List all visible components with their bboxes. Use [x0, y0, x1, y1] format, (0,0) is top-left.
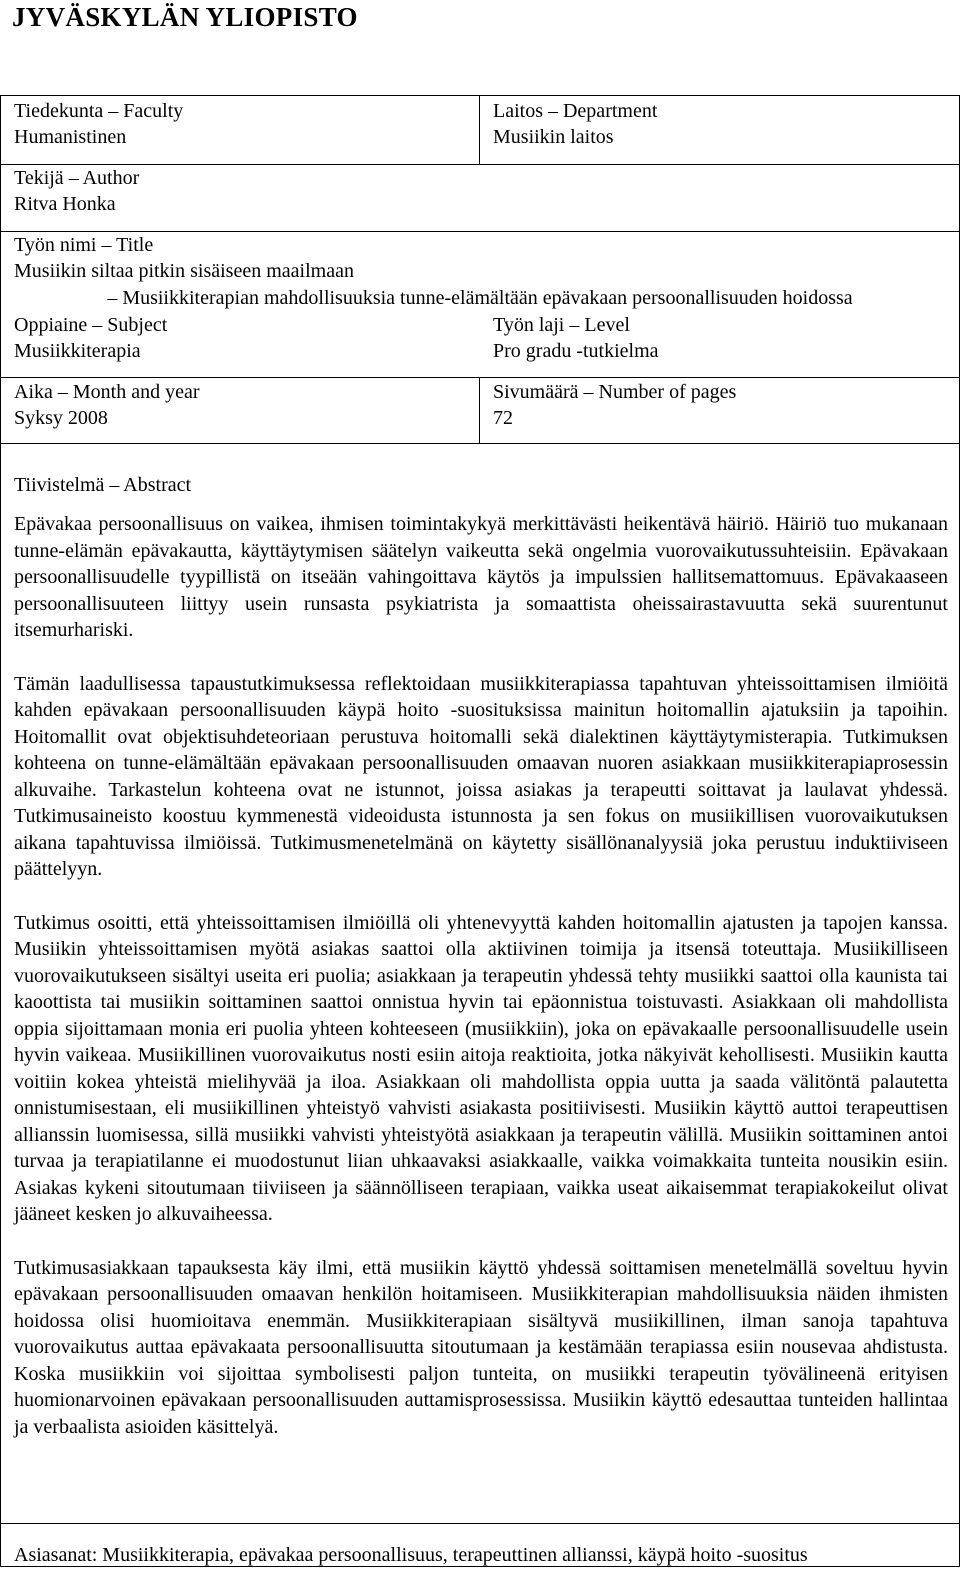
column-divider — [479, 377, 480, 443]
department-label: Laitos – Department — [493, 100, 658, 122]
row-divider — [1, 1523, 959, 1524]
thesis-abstract-form — [0, 95, 960, 1567]
keywords: Asiasanat: Musiikkiterapia, epävakaa persoonallisuus, terapeuttinen allianssi, käypä hoito -suositus — [14, 1544, 808, 1566]
faculty-value: Humanistinen — [14, 126, 127, 148]
title-label: Työn nimi – Title — [14, 234, 154, 256]
subject-label: Oppiaine – Subject — [14, 314, 168, 336]
title-line-1: Musiikin siltaa pitkin sisäiseen maailmaan — [14, 260, 354, 282]
abstract-paragraph: Tämän laadullisessa tapaustutkimuksessa reflektoidaan musiikkiterapiassa tapahtuvan yhteissoittamisen ilmiöitä kahden epävakaan persoonallisuuden käypä hoito -suosituksissa mainitun hoitomallin ajatuksiin ja tapoihin. Hoitomallit ovat objektisuhdeteoriaan perustuva hoitomalli sekä dialektinen käyttäytymisterapia. Tutkimuksen kohteena on tunne-elämältään epävakaan persoonallisuuden omaavan nuoren asiakkaan musiikkiterapiaprosessin alkuvaihe. Tarkastelun kohteena ovat ne istunnot, joissa asiakas ja terapeutti soittavat ja laulavat yhdessä. Tutkimusaineisto koostuu kymmenestä videoidusta istunnosta ja sen fokus on musiikillisen vuorovaikutuksen aikana tapahtuvissa ilmiöissä. Tutkimusmenetelmänä on käytetty sisällönanalyysiä joka perustuu induktiiviseen päättelyyn. — [14, 672, 948, 880]
level-label: Työn laji – Level — [493, 314, 630, 336]
pages-label: Sivumäärä – Number of pages — [493, 381, 737, 403]
row-divider — [1, 443, 959, 444]
abstract-paragraph: Epävakaa persoonallisuus on vaikea, ihmisen toimintakykyä merkittävästi heikentävä häiriö. Häiriö tuo mukanaan tunne-elämän epävakautta, käyttäytymisen säätelyn vaikeutta sekä ongelmia vuorovaikutussuhteisiin. Epävakaan persoonallisuudelle tyypillistä on itseään vahingoittava käytös ja impulssien hallitsemattomuus. Epävakaaseen persoonallisuuteen liittyy usein runsasta psykiatrista ja somaattista oheissairastavuutta sekä suurentunut itsemurhariski. — [14, 513, 948, 641]
author-value: Ritva Honka — [14, 193, 116, 215]
abstract-paragraph: Tutkimusasiakkaan tapauksesta käy ilmi, että musiikin käyttö yhdessä soittamisen menetelmällä soveltuu hyvin epävakaan persoonallisuuden omaavan henkilön hoitamiseen. Musiikkiterapian mahdollisuuksia näiden ihmisten hoidossa olisi huomioitava enemmän. Musiikkiterapiaan sisältyvä musiikillinen, ilman sanoja tapahtuva vuorovaikutus auttaa epävakaata persoonallisuutta sitoutumaan ja kestämään terapiassa esiin nousevaa ahdistusta. Koska musiikkiin voi sijoittaa symbolisesti paljon tunteita, on musiikki terapeutin työvälineenä erityisen huomionarvoinen epävakaan persoonallisuuden auttamisprosessissa. Musiikin käyttö edesauttaa tunteiden hallintaa ja verbaalista asioiden käsittelyä. — [14, 1256, 948, 1438]
date-value: Syksy 2008 — [14, 407, 108, 429]
subject-value: Musiikkiterapia — [14, 340, 141, 362]
author-label: Tekijä – Author — [14, 167, 140, 189]
date-label: Aika – Month and year — [14, 381, 200, 403]
pages-value: 72 — [493, 407, 513, 429]
level-value: Pro gradu -tutkielma — [493, 340, 659, 362]
abstract-label: Tiivistelmä – Abstract — [14, 474, 192, 496]
column-divider — [479, 96, 480, 164]
department-value: Musiikin laitos — [493, 126, 614, 148]
abstract-body — [14, 511, 948, 1467]
row-divider — [1, 164, 959, 165]
faculty-label: Tiedekunta – Faculty — [14, 100, 184, 122]
university-name: JYVÄSKYLÄN YLIOPISTO — [12, 2, 358, 32]
abstract-paragraph: Tutkimus osoitti, että yhteissoittamisen ilmiöillä oli yhtenevyyttä kahden hoitomallin ajatusten ja tapojen kanssa. Musiikin yhteissoittamisen myötä asiakas saattoi olla aktiivinen toimija ja itsensä toteuttaja. Musiikilliseen vuorovaikutukseen sisältyi useita eri puolia; asiakkaan ja terapeutin yhdessä tehty musiikki saattoi olla kaunista tai kaoottista tai musiikin soittaminen saattoi onnistua hyvin tai epäonnistua toistuvasti. Asiakkaan oli mahdollista oppia sijoittamaan monia eri puolia yhteen kohteeseen (musiikkiin), joka on epävakaalle persoonallisuudelle usein hyvin vaikeaa. Musiikillinen vuorovaikutus nosti esiin aitoja reaktioita, jotka näkyivät kehollisesti. Musiikin kautta voitiin kokea yhteistä mielihyvää ja iloa. Asiakkaan oli mahdollista oppia uutta ja saada välitöntä palautetta onnistumisestaan, eli musiikillinen yhteistyö vahvisti asiakasta positiivisesti. Musiikin käyttö auttoi terapeuttisen allianssin luomisessa, sillä musiikki vahvisti yhteistyötä asiakkaan ja terapeutin välillä. Musiikin soittaminen antoi turvaa ja terapiatilanne ei muodostunut liian uhkaavaksi asiakkaalle, vaikka voimakkaita tunteita nousikin esiin. Asiakas kykeni sitoutumaan tiiviiseen ja säännölliseen terapiaan, vaikka useat aikaisemmat terapiakokeilut olivat jääneet kesken jo alkuvaiheessa. — [14, 911, 948, 1225]
row-divider — [1, 377, 959, 378]
title-line-2: – Musiikkiterapian mahdollisuuksia tunne-elämältään epävakaan persoonallisuuden hoidossa — [107, 287, 853, 309]
